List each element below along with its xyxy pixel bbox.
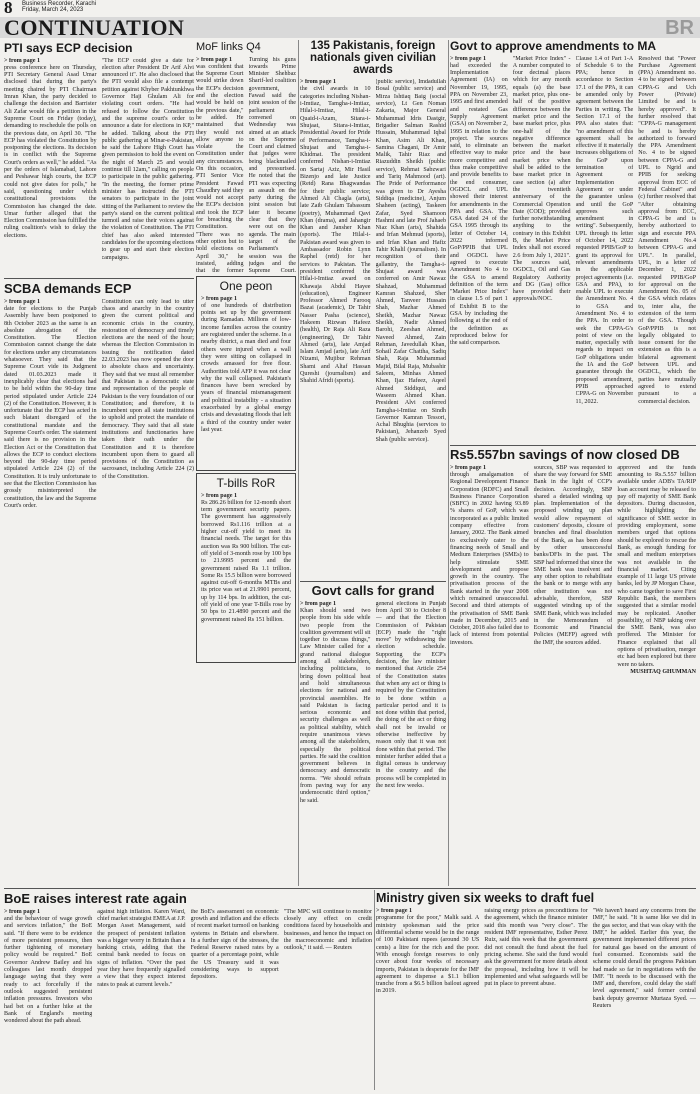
brand-logo: BR [665, 17, 694, 39]
article-text: the BoE's assessment on economic growth and inflation and the effects of recent market turmoil on banking systems in Britain and elsewhere. In a further sign of the stresses, the Federal Reserve raised rates by a quarter of a percentage point, while the US Treasury said it was considering ways to support depositors. [190, 908, 279, 981]
article-text: (public service), Imdadullah Bosal (public service) and Mirza Ishtiaq Baig (social service), Lt Gen Noman Zakaria, Major General Muhammad Idris Dastgir, Brigadier Salman Rashid Hussain, Muhammad Iqbal Khan, Asim Ali Khan, Samina Chagani, Dr Amir Malik, Tahir Riaz and Riazuddin Sheikh (public service), Rehmat Sabzwari and Tariq Mahmood (art). The Pride of Performance was given to Dr Ayesha Siddiqa (medicine), Anjum Shaheen (acting), Taskeen Zafar, Syed Shamoon Hashmi and late Prof Jahaeb Niaz Khan (arts), Shahida and Irfan Mehmud (sports), and Irfan Khan and Hafiz Tahir Khalil (journalism). In recognition of their gallantry, the Tamgha-i-Shujaat award was conferred on Amir Nawaz Shahzad, Muhammad Kamran Shahzed, Sher Ahmed, Tanveer Hussain Shah, Mazhar Ahmed Sheikh, Mazhar Nawaz Sheikh, Nadir Ahmed Barohi, Zeeshan Ahmed, Naveed Ahmed, Zain Rehman, Javedullah Khan, Sohail Zafar Chattha, Sadiq Shah, Raja Muhammad Majid, Bilal Raja, Mubashir Saleem, Minhas Ahmed Khan, Ijaz Hafeez, Aqeel Ahmed Siddiqui, and Waseem Ahmed Khan. President Alvi conferred Tamgha-i-Imtiaz on Sindh Governor Kamran Tessori, Achal Bhughia (services to Pakistan), Jehanzeb Syed Shah (public service). [375, 79, 446, 443]
divider [298, 40, 299, 886]
article-text: Clause 1.4 of Part 1-A of Schedule 6 to the PPA; hence in accordance to Section 17.1 of the PPA, it can be amended only by agreement between the Parties in writing. The Section 17.1 of the PPA also states that: "no amendment of this agreement shall be effective if it materially increases obligations of the GoP upon termination of Agreement or Implementation Agreement or under the guarantee unless and until the GoP approves such amendment in writing". Subsequently, UPL through its letter of October 14, 2022 requested PPIB/GoP to grant its approval for relevant amendments in the applicable project agreements (i.e. GSA and PPA), to enable UPL to execute the Amendment No. 4 to GSA and Amendment No. 4 to the PPA. In order to seek the CPPA-G's point of view on the matter, especially with regards to impact on GoP obligations under the IA and the GoP guarantee through the proposed amendment, PPIB approached CPPA-G on November 11, 2022. [575, 55, 634, 405]
article-text: Rs 286.26 billion for 12-month short term government security papers. The government has aggressively borrowed Rs1.116 trillion at a higher cut-off yield to meet its financial needs. The target for this auction was Rs 900 billion. The cut-off yield of 3-month rose by 100 bps to 21.9995 percent and the government raised Rs 1.1 trillion. Some Rs 15.5 billion were borrowed against cut-off 6-months MTBs and its price was set at 21.9901 percent, up by 114 bps. In addition, the cut-off yield of one year T-Bills rose by 50 bps to 21.4890 percent and the government raised Rs 151 billion. [201, 499, 291, 623]
article-tbills [196, 473, 296, 663]
article-headline: One peon [219, 279, 273, 293]
publication-name: Business Recorder, Karachi [22, 1, 97, 7]
divider [448, 40, 449, 886]
section-title: CONTINUATION [4, 15, 185, 40]
article-mof [196, 42, 296, 274]
article-headline: Govt calls for grand [311, 584, 435, 598]
article-text: press conference here on Thursday, PTI Secretary General Asad Umar disclosed that during the party's meeting chaired by PTI Chairman Imran Khan, the party decided to challenge the decision and Barrister Ali Zafar would file a petition in the Supreme Court on Friday (today), demanding to reschedule the polls on the previous date, on April 30. "The ECP has violated the Constitution by postponing the elections. Its decision is in conflict with the Supreme Court's orders as well," he added. "As per the orders of Islamabad, Lahore and Peshawar high courts, the ECP could not give dates for polls," he said, questioning under which constitutional provisions the Commission has changed the date. Umar further alleged that the Election Commission has fulfilled the ruling coalition's wish to delay the elections. [4, 64, 97, 239]
divider [4, 278, 194, 279]
article-text: date for elections to the Punjab Assembly have been postponed to 8th October 2023 as the same is an absolute abrogation of the Constitution. The Election Commission cannot change the date for elections under any circumstances whatsoever. They said that the Supreme Court vide its Judgment dated 01.03.2023 made it inexplicably clear that elections had to be held within the 90-day time period stipulated under Article 224 (2) of the Constitution. However, it is unfortunate that the ECP has acted in such blatant disregard of the constitutional mandate and the Supreme Court's order. The statement said there is no provision in the Election Act or the Constitution that allows the ECP to conduct elections beyond the 90-day time period stipulated Article 224 (2) of the Constitution. It is truly unfortunate to see that the Election Commission has grossly misinterpreted the constitution, the law and the Supreme Court's order. [4, 305, 97, 509]
article-text: "The ECP could give a date for election after President Dr Arif Alvi announced it". He also disclosed that the PTI would also file a contempt petition against Khyber Pakhtunkhwa Governor Haji Ghulam Ali for violating court orders. "He had refused to follow the Constitution and the supreme court's order to announce a date for elections in KP," he added. Talking about the PTI public gathering at Minar-e-Pakistan, he said the Lahore High Court has given permission to hold the event on the night of March 25 and would continue till 12am," calling on people to participate in the public gathering. "In the meeting, the former prime minister has instructed the PTI senators to participate in the joint sitting of the Parliament to review the party's stand on the current political turmoil and raise their voices against the violation of Constitution. The PTI chief has also asked interested candidates for the upcoming elections to gear up and start their election campaigns. [101, 57, 194, 261]
article-text: through amalgamation of Regional Development Finance Corporation (RDFC) and Small Business Finance Corporation (SBFC) in 2002 having 93.89 % shares of GoP, which was incorporated as a public limited company effective from January, 2002. The Bank aimed to exclusively cater to the financing needs of Small and Medium Enterprises (SMEs) to help stimulate SME development and propose growth in the country. The privatisation process of the Bank started in the year 2008 which remained unsuccessful. Second and third attempts of the privatisation of SME Bank made in December, 2015 and October, 2018 also failed due to lack of interest from potential investors. [450, 471, 529, 646]
article-headline: SCBA demands ECP [4, 282, 132, 296]
divider [300, 581, 446, 582]
article-text: sources, SBP was requested to share the way forward for SME Bank in the light of CCP's decision. Accordingly, SBP shared a detailed winding up plan. Implementation of the proposed winding up plan would allow repayment of customers' deposits, closure of branches and final dissolution of the Bank, as has been done by other unsuccessful banks/DFIs in the past. The SBP had informed that since the SME bank was insolvent and any other option to rehabilitate the bank or to merge with any other institution was not advisable, therefore, SBP suggested winding up of the SME Bank, which was included in the Memorandum of Economic and Financial Policies (MEFP) agreed with the IMF, the sources added. [533, 464, 613, 646]
from-page-label: > from page 1 [450, 464, 487, 471]
from-page-label: > from page 1 [4, 57, 41, 64]
article-text: Resolved that "Power Purchase Agreement (PPA) Amendment no. 4 to be signed between CPPA-G and Uch Power (Private) Limited be and is hereby approved". It further resolved that "CPPA-G management be and is hereby authorized to forward the PPA Amendment No. 4 to be signed between CPPA-G and UPL to Ngrid and PPIB for seeking approval from ECC of Federal Cabinet" and (c) further resolved that "After obtaining approval from ECC, CPPA-G be and is hereby authorized to sign and execute PPA Amendment No.4 between CPPA-G and UPL". In parallel, UPL, in a letter of December 1, 2022 requested PPIB/GoP for approval on the Amendment No. 05 of the GSA which relates to, inter alia, the extension of the term of the GSA. Though GoP/PPIB is not legally obligated to issue consent for the extension as this is a bilateral agreement between UPL and OGDCL, which the parties have mutually agreed to extend pursuant to a commercial decision. [638, 55, 696, 405]
article-headline: PTI says ECP decision [4, 42, 133, 55]
page-number: 8 [4, 0, 13, 17]
byline: MUSHTAQ GHUMMAN [630, 668, 696, 675]
divider [450, 445, 696, 446]
from-page-label: > from page 1 [376, 908, 413, 915]
article-govt-calls [300, 584, 446, 888]
article-headline: MoF links Q4 [196, 42, 261, 53]
article-text: general elections in Punjab from April 30 to October 8 — and that the Election Commission of Pakistan (ECP) made the "right move" by withdrawing the election schedule. Supporting the ECP's decision, the law minister mentioned that Article 254 of the Constitution states that when any act or thing is required by the Constitution to be done within a particular period and it is not done within that period, the doing of the act or thing shall not be invalid or otherwise ineffective by reason only that it was not done within that period. The minister further added that a digital census is underway in the country and the process will be completed in the next few weeks. [375, 600, 446, 790]
from-page-label: > from page 1 [196, 56, 233, 63]
article-text: "Market Price Index" - A number computed to four decimal places which for any month equals (a) the base market price, plus one-half of the positive difference between the market price and the base market price, plus one-half of the negative difference between the market price and the base market price when shall be added to the base market price in case section (a) after the twentieth anniversary of the Commercial Operation Date (COD); provided further notwithstanding anything to the contrary in this Exhibit B, the Market Price Index shall not exceed 2.6 from July 1, 2021". The sources said, OGDCL, Oil and Gas Regulatory Authority and DG (Gas) office have provided their approvals/NOC. [512, 55, 571, 303]
from-page-label: > from page 1 [201, 295, 238, 302]
article-pti [4, 42, 194, 274]
article-headline: T-bills RoR [216, 476, 276, 490]
article-text: had exceeded the Implementation Agreement (IA) on November 19, 1995, PPA on November 23, 1995 and first amended and restated Gas Supply Agreement (GSA) on November 2, 1995 in relation to the project. The sources said, to eliminate an effective way to make more competitive and thus make competitive and provide benefits to the end consumer, OGDCL and UPL showed their interest for amendments in the PPA and GSA. The GSA dated 24 of the GSA 1995 through its letter of October 14, 2022 informed GoP/PPIB that UPL and OGDCL have agreed to execute Amendment No 4 to the GSA to amend definition of the term "Market Price Index" in clause 1.5 of part 1 of Exhibit B to the GSA by including the following at the end of the definition as reproduced below for the said comparison. [450, 62, 508, 347]
article-scba [4, 282, 194, 664]
publication-date: Friday, March 24, 2023 [22, 7, 84, 13]
article-headline: BoE raises interest rate again [4, 892, 187, 906]
article-text: raising energy prices as preconditions for the agreement, which the finance minister said this month was "very close". The resident IMF representative, Esther Perez Ruiz, said this week that the government did not consult the fund about the fuel pricing scheme. She said the fund would ask the government for more details about the proposal, including how it will be implemented and what safeguards will be put in place to prevent abuse. [484, 908, 588, 988]
article-text: the civil awards in 10 categories including Nishan-i-Imtiaz, Tamgha-i-Imtiaz, Hilal-i-Imtiaz, Hilal-i-Quaid-i-Azam, Sitara-i-Shujaat, Sitara-i-Imtiaz, Presidential Award for Pride of Performance, Tamgha-i-Shujaat and Tamgha-i-Khidmat. The president conferred Nishan-i-Imtiaz on Sartaj Aziz, Mir Hasil Bizenjo and late Justice (Retd) Rana Bhagwandas for their public service; Ahmed Ali Chagla (arts), late Zaib Ghulam Tabassum (poetry), Muhammad Qavi Khan (drama), and Jahangir Khan and Jansher Khan (sports). The Hilal-i-Pakistan award was given to Ambassador Robin Lynn Raphel (retd) for her services to Pakistan. The president conferred the Hilal-i-Imtiaz award on Khawaja Abdul Hayee (education), Engineer Professor Ahmed Farooq Bazai (academic), Dr Tahir Nasser Pasha (science), Hakeem Rizwan Hafeez (health), Dr Raja Ali Raza (engineering), Dr Tahir Ahmed (arts), late Amjad Islam Amjad (arts), late Arif Nizami, Mujibur Rehman Shami and Altaf Hassan Qureshi (journalism) and Shahid Afridi (sports). [300, 86, 371, 385]
section-band [0, 17, 700, 38]
article-headline: Ministry given six weeks to draft fuel [376, 892, 595, 905]
article-govt-amendments [450, 40, 696, 445]
article-text: and the behaviour of wage growth and services inflation," the BoE said. "If there were to be evidence of more persistent pressures, then further tightening of monetary policy would be required." BoE Governor Andrew Bailey and his colleagues last month dropped language saying that they were ready to act forcefully if the outlook suggested persistent inflation pressures. Investors who had bet on a further hike at the Bank of England's meeting wondered about the path ahead. [4, 915, 93, 1025]
article-text: "The MPC will continue to monitor closely any effect on credit conditions faced by households and businesses, and hence the impact on the macroeconomic and inflation outlook," it said. — Reuters [283, 908, 372, 952]
divider [4, 888, 696, 889]
article-boe [4, 892, 372, 1090]
article-text: Turning his guns towards Prime Minister Shehbaz Sharif-led coalition government, Fawad said the joint session of the parliament convened on Wednesday was aimed at an attack on the Supreme Court and claimed that judges were being blackmailed and pressurised. He noted that the PTI was expecting an assault on the party during the joint session but later it became clear that they were out on the agenda. The main target of the Parliament's session was the judges and the Supreme Court. [248, 56, 296, 274]
page-header [0, 0, 700, 16]
article-text: was confident that the Supreme Court would strike down the ECP's decision and the election would be held on the previous date," he added. He maintained that they would not allow anyone to violate the Constitution under any circumstances. On this occasion, PTI Senior Vice President Fawad Chaudhry said they would not accept the ECP's decision and took the ECP for breaching the Constitution. "There was no other option but to hold elections on April 30," he insisted, adding that the former [196, 63, 244, 274]
article-headline: Rs5.557bn savings of now closed DB [450, 448, 680, 462]
from-page-label: > from page 1 [450, 55, 487, 62]
article-text: Constitution can only lead to utter chaos and anarchy in the country given the current political and economic crisis in the country, restoration of democracy and timely elections are the need of the hour; whereas the Election Commission in issuing the notification dated 22.03.2023 has now opened the door to absolute chaos and uncertainty. They said that we must all remember that Pakistan is a democratic state and representation of the people of Pakistan is the very foundation of our Constitution; and therefore, it is incumbent upon all state institutions to uphold and protect the mandate of democracy. They said that all state institutions and functionaries have taken their oath under the Constitution and it is therefore incumbent upon them to guard all provisions of the Constitution as sacrosanct, including Article 224 (2) of the Constitution. [101, 298, 194, 480]
article-headline: Govt to approve amendments to MA [450, 40, 657, 53]
article-text: "We haven't heard any concerns from the IMF," he said. "It is same like we did in the gas sector, and that was okay with the IMF," he added. Earlier this year, the government implemented different prices for natural gas based on the amount of fuel consumed. Economists said the scheme could derail the progress Pakistan had made so far in negotiations with the IMF. "It needs to be discussed with the IMF and, therefore, could delay the staff level agreement," said former central bank deputy governor Murtaza Syed. — Reuters [592, 908, 696, 1009]
article-pakistanis [300, 40, 446, 580]
divider [374, 890, 375, 1090]
publication-info [22, 1, 96, 13]
from-page-label: > from page 1 [4, 908, 41, 915]
from-page-label: > from page 1 [300, 600, 337, 607]
article-headline: 135 Pakistanis, foreign nationals given civilian awards [310, 40, 436, 77]
article-text: of one hundreds of distribution points set up by the government during Ramadan. Millions of low-income families across the country are registered under the scheme. In a nearby district, a man died and four others were injured when a wall they were sitting on collapsed in crowds amassed for free flour. Authorities told AFP it was not clear why the wall collapsed. Pakistan's finances have been wrecked by years of financial mismanagement and political instability - a situation exacerbated by a global energy crisis and devastating floods that left a third of the country under water last year. [201, 302, 291, 433]
article-text: Khan should send two people from his side while two people from the coalition government will sit together to discuss things," Law Minister called for a grand national dialogue among all stakeholders, including politicians, to bring down political heat and hold simultaneous elections for national and provincial assemblies. He said Pakistan is facing serious economic and security challenges as well as political stability, which require unanimous views among all the stakeholders, especially the political parties. He said the coalition government believes in democracy and democratic norms. "We should refrain from paving way for any undemocratic third option," he said. [300, 607, 371, 804]
article-text: programme for the poor," Malik said. A ministry spokesman said the price differential scheme would be in the range of 100 Pakistani rupees (around 30 US cents) a litre for the rich and the poor. With enough foreign reserves to only cover about four weeks of necessary imports, Pakistan is desperate for the IMF agreement to dispense a $1.1 billion tranche from a $6.5 billion bailout agreed in 2019. [376, 915, 480, 995]
from-page-label: > from page 1 [201, 492, 238, 499]
from-page-label: > from page 1 [300, 79, 337, 86]
from-page-label: > from page 1 [4, 298, 41, 305]
article-sme-bank [450, 448, 696, 888]
article-one-peon [196, 276, 296, 471]
article-ministry [376, 892, 696, 1090]
article-text: against high inflation. Karen Ward, chief market strategist EMEA at J.P. Morgan Asset Management, said the prospect of persistent inflation was a bigger worry in Britain than a banking crisis, adding that the central bank needed to focus on signs of inflation. "Over the past year they have frequently signalled a view that they expect interest rates to peak at current levels." [97, 908, 186, 988]
article-text: approved and the funds amounting to Rs.5.557 billion available under ADB's TA/RIP loan account may be released to pay off majority of SME Bank depositors. During discussion, while highlighting the significance of SME sector in providing employment, some members urged that options should be explored to rescue the Bank, as enough funding for small and medium enterprises was not available in the financial market. Citing example of 11 large US private banks, led by JP Morgan Chase, who came together to save First Republic Bank, the members suggested that a similar model may be replicated. Another possibility, of NBP taking over the SME Bank, was also proffered. The Minister for Finance explained that all options of privatisation, merger etc had been explored but there were no takers. [617, 464, 696, 668]
